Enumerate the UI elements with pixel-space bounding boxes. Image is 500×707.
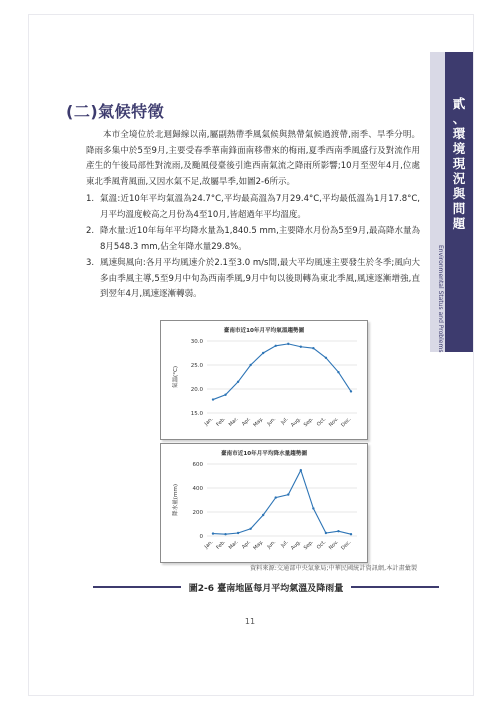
data-point [249, 528, 251, 530]
data-point [287, 343, 289, 345]
chapter-title-char: 、 [452, 111, 466, 126]
x-tick-label: Mar. [227, 416, 240, 428]
y-tick-label: 200 [192, 510, 203, 516]
x-tick-label: Jul. [280, 539, 290, 549]
temperature-chart [160, 320, 368, 440]
x-tick-label: Mar. [227, 539, 240, 551]
x-tick-label: Nov. [327, 539, 340, 552]
figure-caption-row [93, 580, 439, 594]
data-point [325, 357, 327, 359]
x-tick-label: Sep. [302, 539, 315, 552]
data-point [287, 493, 289, 495]
x-tick-label: Nov. [327, 416, 340, 429]
chapter-title-char: 境 [452, 141, 466, 156]
x-tick-label: Jan. [203, 539, 215, 550]
list-item-number: 3. [86, 258, 95, 268]
series-line [213, 344, 351, 400]
x-tick-label: Dec. [340, 416, 353, 429]
x-tick-label: Aug. [289, 416, 303, 429]
y-tick-label: 20.0 [190, 387, 203, 393]
series-line [213, 470, 351, 534]
page-number: 11 [244, 617, 256, 626]
figure-caption: 圖2-6 臺南地區每月平均氣溫及降雨量 [188, 583, 344, 594]
x-tick-label: Jan. [203, 416, 215, 427]
y-tick-label: 30.0 [190, 339, 203, 345]
chart-title: 臺南市近10年月平均降水量趨勢圖 [220, 451, 308, 457]
x-tick-label: Feb. [215, 539, 227, 551]
caption-rule-left [93, 586, 181, 588]
list-item [86, 224, 420, 255]
section-title: (二)氣候特徵 [66, 102, 165, 121]
x-tick-label: Dec. [340, 539, 353, 552]
x-tick-label: Jun. [266, 539, 278, 551]
x-tick-label: May. [252, 416, 265, 429]
x-tick-label: Jul. [280, 416, 290, 426]
y-tick-label: 600 [192, 462, 203, 468]
data-point [300, 346, 302, 348]
list-item-text: 降水量:近10年每年平均降水量為1,840.5 mm,主要降水月份為5至9月,最高降水量為8月548.3 mm,佔全年降水量29.8%。 [100, 226, 420, 252]
x-tick-label: Sep. [302, 416, 315, 429]
list-item-number: 2. [86, 226, 95, 236]
list-item-number: 1. [86, 194, 95, 204]
data-point [262, 514, 264, 516]
temperature-chart-svg [161, 321, 367, 439]
precipitation-chart [160, 443, 368, 563]
source-note: 資料來源:交通部中央氣象局;中華民國統計資訊網,本計畫彙製 [250, 565, 418, 572]
chapter-title [449, 96, 469, 231]
list-item [86, 256, 420, 303]
x-tick-label: Jun. [266, 416, 278, 428]
chapter-title-char: 現 [452, 156, 466, 171]
climate-list [86, 192, 420, 304]
x-tick-label: May. [252, 539, 265, 552]
data-point [350, 390, 352, 392]
chapter-title-char: 題 [452, 216, 466, 231]
data-point [237, 532, 239, 534]
y-axis-label: 氣溫(°C) [173, 365, 179, 389]
chapter-subtitle: Environmental Status and Problems [437, 245, 444, 353]
caption-rule-right [351, 586, 439, 588]
list-item [86, 192, 420, 223]
x-tick-label: Aug. [289, 539, 303, 552]
x-tick-label: Oct. [315, 539, 328, 551]
data-point [325, 532, 327, 534]
x-tick-label: Oct. [315, 416, 328, 428]
chapter-title-char: 貳 [452, 96, 466, 111]
chapter-title-char: 問 [452, 201, 466, 216]
data-point [300, 469, 302, 471]
chart-title: 臺南市近10年月平均氣溫趨勢圖 [223, 328, 305, 334]
y-axis-label: 降水量(mm) [173, 483, 179, 517]
data-point [312, 507, 314, 509]
x-tick-label: Apr. [240, 416, 253, 428]
chapter-title-char: 環 [452, 126, 466, 141]
page-top-margin [0, 0, 500, 14]
data-point [337, 530, 339, 532]
data-point [275, 345, 277, 347]
y-tick-label: 400 [192, 486, 203, 492]
data-point [212, 532, 214, 534]
chapter-title-char: 與 [452, 186, 466, 201]
data-point [275, 496, 277, 498]
list-item-text: 氣溫:近10年平均氣溫為24.7°C,平均最高溫為7月29.4°C,平均最低溫為1月17.8°C,月平均溫度較高之月份為4至10月,皆超過年平均溫度。 [100, 194, 420, 220]
data-point [337, 371, 339, 373]
data-point [249, 364, 251, 366]
data-point [224, 394, 226, 396]
y-tick-label: 15.0 [190, 411, 203, 417]
y-tick-label: 0 [199, 534, 203, 540]
x-tick-label: Apr. [240, 539, 253, 551]
data-point [212, 398, 214, 400]
data-point [312, 347, 314, 349]
data-point [350, 533, 352, 535]
chapter-title-char: 況 [452, 171, 466, 186]
y-tick-label: 25.0 [190, 363, 203, 369]
data-point [262, 352, 264, 354]
precipitation-chart-svg [161, 444, 367, 562]
data-point [224, 533, 226, 535]
data-point [237, 381, 239, 383]
intro-paragraph: 本市全境位於北迴歸線以南,屬副熱帶季風氣候與熱帶氣候過渡帶,雨季、旱季分明。降雨多集中於5至9月,主要受春季華南鋒面南移帶來的梅雨,夏季西南季風盛行及對流作用產生的午後局部性對流雨,及颱風侵臺後引進西南氣流之降雨所影響;10月至翌年4月,位處東北季風背風面,又因水氣不足,故屬旱季,如圖2-6所示。 [86, 130, 420, 187]
x-tick-label: Feb. [215, 416, 227, 428]
list-item-text: 風速與風向:各月平均風速介於2.1至3.0 m/s間,最大平均風速主要發生於冬季;風向大多由季風主導,5至9月中旬為西南季風,9月中旬以後則轉為東北季風,風速逐漸增強,直到翌年4月,風速逐漸轉弱。 [100, 258, 420, 299]
